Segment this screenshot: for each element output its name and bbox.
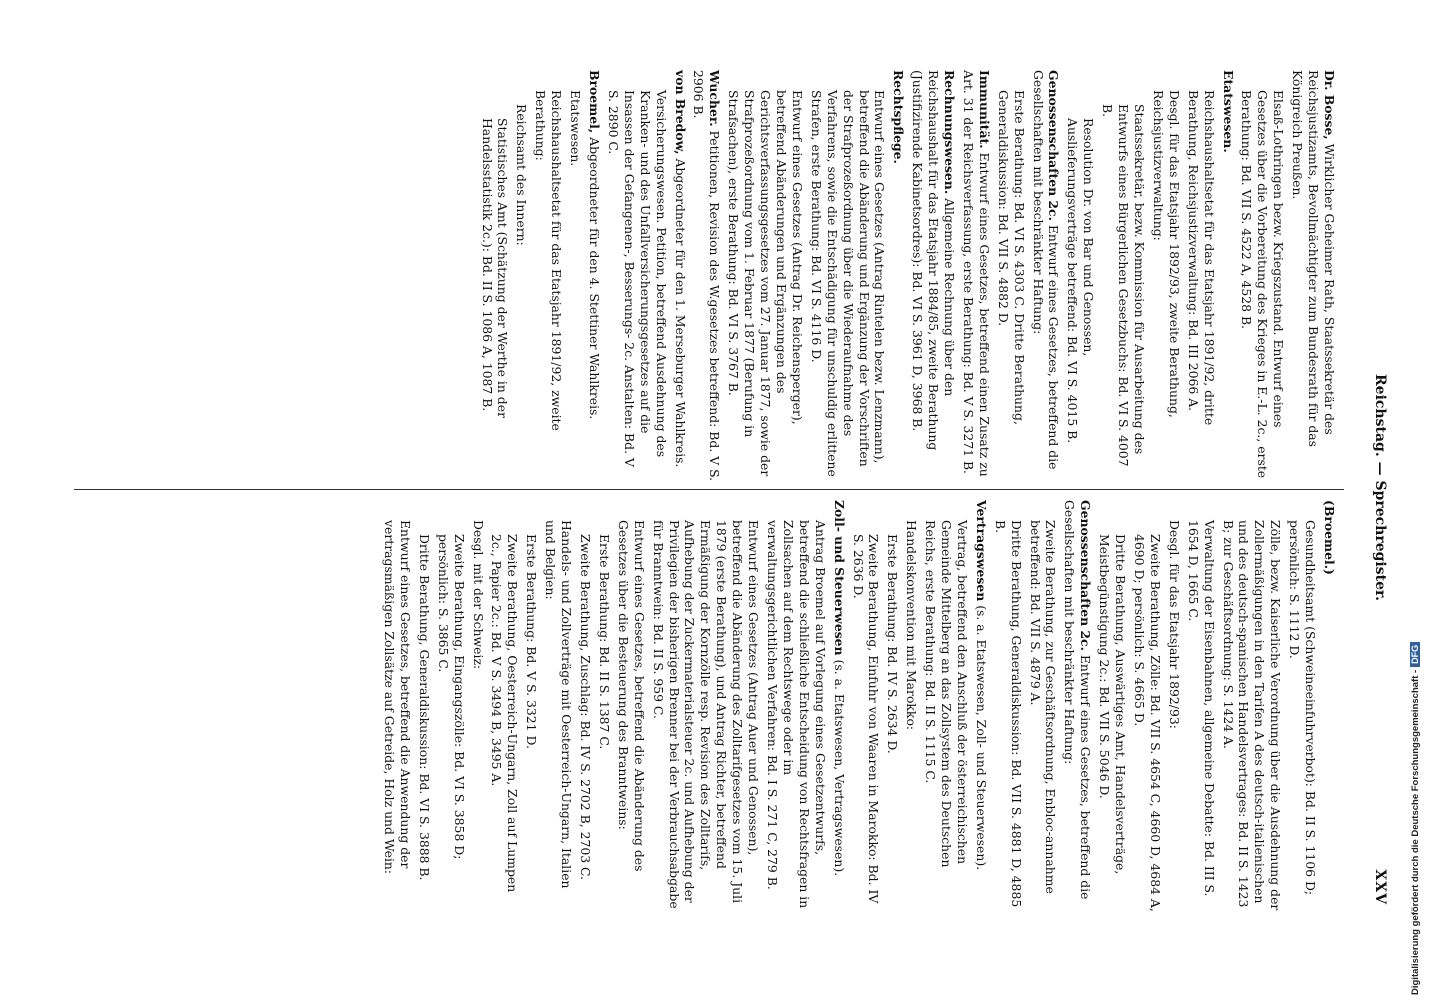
entry-text: Reichshaushaltsetat für das Etatsjahr 1891/92, zweite Berathung:: [533, 90, 565, 431]
entry-text: Entwurf eines Gesetzes, betreffend die Abänderung des Gesetzes über die Besteuerung des Branntweins:: [615, 520, 647, 872]
entry-heading: Wucher.: [707, 70, 723, 127]
entry-text: Elsaß-Lothringen bezw. Kriegszustand. Entwurf eines Gesetzes über die Vorbereitung des Krieges in E.-L. 2c., erste Berathung: Bd. VII S. 4522 A, 4528 B.: [1239, 90, 1287, 479]
entry-text: Desgl. für das Etatsjahr 1892/93, zweite Berathung, Reichsjustizverwaltung:: [1150, 90, 1182, 418]
entry-text: Entwurf eines Gesetzes, betreffend die Gesellschaften mit beschränkter Haftung:: [1062, 500, 1094, 900]
entry-text: Entwurf eines Gesetzes (Antrag Dr. Reichensperger), betreffend Abänderungen und Ergänzungen des Gerichtsverfassungsgesetzes vom 27. Januar 1877, sowie der Strafprozeßordnung vom 1. Februar 1877 (Berufung in Strafsachen), erste Berathung: Bd. VI S. 3767 B.: [726, 90, 805, 477]
register-entry: [725, 70, 805, 482]
register-entry: [764, 500, 828, 912]
entry-text: Zweite Berathung, Einfuhr von Waaren in Marokko: Bd. IV S. 2636 D.: [850, 534, 882, 904]
entry-text: Entwurf eines Gesetzes, betreffend einen Zusatz zu Art. 31 der Reichsverfassung, erste Berathung: Bd. V S. 3271 B.: [960, 70, 992, 477]
register-entry: [586, 70, 602, 482]
register-entry: [1220, 500, 1284, 912]
entry-text: Verwaltung der Eisenbahnen, allgemeine Debatte: Bd. III S. 1654 D, 1665 C.: [1185, 520, 1217, 897]
register-entry: [1030, 70, 1062, 482]
entry-text: Statistisches Amt (Schätzung der Werthe in der Handelsstatistik 2c.): Bd. II S. 1086 A, 1087 B.: [479, 118, 511, 418]
register-entry: [903, 500, 919, 912]
register-entry: [1239, 70, 1287, 482]
register-entry: [650, 500, 761, 912]
register-entry: [470, 500, 486, 912]
register-entry: [1131, 500, 1163, 912]
entry-text: Reichshaushaltsetat für das Etatsjahr 1891/92, dritte Berathung, Reichsjustizverwaltung: Bd. III 2066 A.: [1185, 90, 1217, 426]
register-entry: [995, 70, 1027, 482]
entry-text: Desgl. für das Etatsjahr 1892/93:: [1166, 520, 1182, 729]
register-entry: [850, 500, 882, 912]
entry-text: Erste Berathung: Bd. IV S. 2634 D.: [885, 534, 901, 754]
entry-text: Resolution Dr. von Bar und Genossen, Auslieferungsverträge betreffend: Bd. VI S. 4015 B.: [1065, 118, 1097, 444]
entry-text: Dritte Berathung, Generaldiskussion: Bd. VII S. 4881 D, 4885 B.: [992, 520, 1024, 908]
entry-text: Versicherungswesen. Petition, betreffend Ausdehnung des Kranken- und des Unfallversicherungsgesetzes auf die Insassen der Gefangenen-, Besserungs- 2c. Anstalten: Bd. V S. 2890 C.: [605, 90, 669, 467]
entry-heading: Rechtspflege.: [891, 70, 907, 164]
entry-text: (s. a. Etatswesen, Vertragswesen).: [831, 659, 847, 877]
register-entry: [1185, 500, 1217, 912]
running-title: Reichstag. — Sprechregister.: [1372, 374, 1388, 601]
register-entry: [605, 70, 669, 482]
register-entry: [1220, 70, 1236, 482]
entry-heading: von Bredow,: [672, 70, 688, 155]
entry-heading: Etatswesen.: [1220, 70, 1236, 153]
entry-heading: Zoll- und Steuerwesen: [831, 500, 847, 656]
register-entry: [479, 70, 511, 482]
register-entry: [1027, 500, 1059, 912]
register-entry: [1286, 500, 1318, 912]
register-entry: [523, 500, 539, 912]
entry-text: Vertrag, betreffend den Anschluß der österreichischen Gemeinde Mittelberg an das Zollsystem des Deutschen Reichs, erste Berathung: Bd. II S. 1115 C.: [923, 520, 970, 868]
entry-text: Abgeordneter für den 4. Stettiner Wahlkreis.: [587, 137, 603, 420]
entry-text: Staatssekretär, bezw. Kommission für Ausarbeitung des Entwurfs eines Bürgerlichen Gesetzbuchs: Bd. VI S. 4007 B.: [1100, 104, 1148, 467]
entry-text: (s. a. Etatswesen, Zoll- und Steuerwesen).: [973, 605, 989, 871]
entry-text: Erste Berathung: Bd. II S. 1387 C.: [596, 534, 612, 750]
register-entry: [672, 70, 688, 482]
register-entry: [435, 500, 467, 912]
register-entry: [615, 500, 647, 912]
column-divider: [74, 489, 1344, 490]
entry-text: Zweite Berathung, Eingangszölle: Bd. VI S. 3858 D; persönlich: S. 3865 C.: [435, 534, 467, 860]
entry-text: Dritte Berathung, Auswärtiges Amt, Handelsverträge, Meistbegünstigung 2c.: Bd. VII S. 5046 D.: [1097, 534, 1129, 875]
register-entry: [567, 70, 583, 482]
entry-text: Zweite Berathung, Zölle: Bd. VII S. 4654 C, 4660 D, 4684 A, 4690 D; persönlich: S. 4665 D.: [1132, 534, 1163, 912]
register-entry: [1096, 500, 1128, 912]
entry-heading: Genossenschaften 2c.: [1046, 70, 1062, 221]
register-entry: [577, 500, 593, 912]
register-entry: [992, 500, 1024, 912]
entry-heading: (Broemel.): [1322, 500, 1337, 575]
credit-text: Digitalisierung gefördert durch die Deutsche Forschungsgemeinschaft -: [1410, 669, 1421, 995]
page-header: [1366, 70, 1388, 905]
register-entry: [596, 500, 612, 912]
entry-text: Zweite Berathung, zur Geschäftsordnung, Enbloc-annahme betreffend: Bd. VII S. 4879 A.: [1027, 520, 1059, 894]
register-entry: [884, 500, 900, 912]
register-entry: [514, 70, 530, 482]
register-entry: [960, 70, 992, 482]
entry-text: Wirklicher Geheimer Rath, Staatssekretär des Reichsjustizamts, Bevollmächtigter zum Bundesrath für das Königreich Preußen.: [1290, 70, 1337, 448]
register-entry: [1166, 500, 1182, 912]
entry-text: Erste Berathung: Bd. VI S. 4303 C. Dritte Berathung, Generaldiskussion: Bd. VII S. 4882 D.: [995, 90, 1027, 425]
register-entry: [489, 500, 521, 912]
register-entry: [1185, 70, 1217, 482]
register-entry: [532, 70, 564, 482]
entry-text: Entwurf eines Gesetzes (Antrag Rintelen bezw. Lenzmann), betreffend die Abänderung und Ergänzung der Vorschriften der Strafprozeßordnung über die Wiederaufnahme des Verfahrens, sowie die Entschädigung für unschuldig erlittene Strafen, erste Berathung: Bd. VI S. 4116 D.: [808, 90, 888, 477]
register-entry: [1321, 500, 1337, 912]
entry-text: Gesundheitsamt (Schweineeinfuhrverbot): Bd. II S. 1106 D; persönlich: S. 1112 D.: [1287, 520, 1319, 896]
register-entry: [973, 500, 989, 912]
entry-text: Desgl. mit der Schweiz:: [470, 520, 486, 670]
entry-heading: Rechnungswesen.: [942, 70, 958, 195]
register-entry: [1150, 70, 1182, 482]
register-entry: [909, 70, 957, 482]
entry-text: Entwurf eines Gesetzes (Antrag Auer und Genossen), betreffend die Abänderung des Zolltarifgesetzes vom 15. Juli 1879 (erste Berathung), und Antrag Richter, betreffend Ermäßigung der Kornzölle resp. Revision des Zolltarifs, Aufhebung der Zuckermaterialsteuer 2c. und Aufhebung der Privilegien der bisherigen Brenner bei der Verbrauchsabgabe für Branntwein: Bd. II S. 959 C.: [650, 520, 762, 909]
digitization-credit: [1410, 5, 1421, 995]
register-entry: [922, 500, 970, 912]
entry-text: Abgeordneter für den 1. Merseburger Wahlkreis.: [672, 158, 688, 468]
entry-text: Entwurf eines Gesetzes, betreffend die Gesellschaften mit beschränkter Haftung:: [1030, 70, 1062, 470]
left-column: [476, 70, 1340, 482]
register-entry: [890, 70, 906, 482]
entry-text: Zweite Berathung, Oesterreich-Ungarn, Zoll auf Lumpen 2c., Papier 2c.: Bd. V S. 3494 B, 3495 A.: [489, 534, 521, 893]
register-entry: [1065, 70, 1097, 482]
entry-text: Handelskonvention mit Marokko:: [904, 520, 920, 731]
entry-text: Erste Berathung: Bd. V S. 3321 D.: [524, 534, 540, 749]
entry-heading: Genossenschaften 2c.: [1078, 500, 1094, 651]
entry-text: Antrag Broemel auf Vorlegung eines Gesetzentwurfs, betreffend die schließliche Entscheidung von Rechtsfragen in Zollsachen auf dem Rechtswege oder im verwaltungsgerichtlichen Verfahren: Bd. I S. 271 C, 279 B.: [765, 520, 828, 909]
register-entry: [1062, 500, 1094, 912]
page-number: XXV: [1372, 869, 1388, 905]
register-entry: [1099, 70, 1147, 482]
register-entry: [1289, 70, 1337, 482]
dfg-logo: DFG: [1410, 642, 1420, 667]
entry-text: Entwurf eines Gesetzes, betreffend die Anwendung der vertragsmäßigen Zollsätze auf Getreide, Holz und Wein:: [382, 520, 413, 875]
register-entry: [381, 500, 413, 912]
entry-heading: Broemel,: [587, 70, 603, 134]
register-entry: [691, 70, 723, 482]
entry-text: Zölle, bezw. Kaiserliche Verordnung über die Ausdehnung der Zollermäßigungen in den Tarifen A des deutsch-italienischen und des deutsch-spanischen Handelsvertrages: Bd. II S. 1423 B; zur Geschäftsordnung: S. 1424 A.: [1220, 520, 1284, 911]
entry-text: Allgemeine Rechnung über den Reichshaushalt für das Etatsjahr 1884/85, zweite Berathung (Justifizirende Kabinetsordres): Bd. VI S. 3961 D, 3968 B.: [910, 70, 958, 451]
register-entry: [542, 500, 574, 912]
entry-text: Etatswesen.: [568, 90, 584, 167]
entry-text: Handels- und Zollverträge mit Oesterreich-Ungarn, Italien und Belgien:: [543, 520, 575, 889]
register-entry: [808, 70, 888, 482]
entry-text: Petitionen, Revision des W.gesetzes betreffend: Bd. V S. 2906 B.: [691, 70, 723, 482]
register-entry: [416, 500, 432, 912]
entry-text: Dritte Berathung, Generaldiskussion: Bd. VI S. 3888 B.: [416, 534, 432, 881]
register-entry: [831, 500, 847, 912]
entry-heading: Immunität.: [976, 70, 992, 149]
entry-text: Reichsamt des Innern:: [514, 104, 530, 246]
entry-heading: Dr. Bosse,: [1322, 70, 1337, 140]
entry-heading: Vertragswesen: [973, 500, 989, 602]
entry-text: Zweite Berathung, Zuschlag: Bd. IV S. 2702 B, 2703 C.: [578, 534, 594, 881]
right-column: [378, 500, 1340, 912]
